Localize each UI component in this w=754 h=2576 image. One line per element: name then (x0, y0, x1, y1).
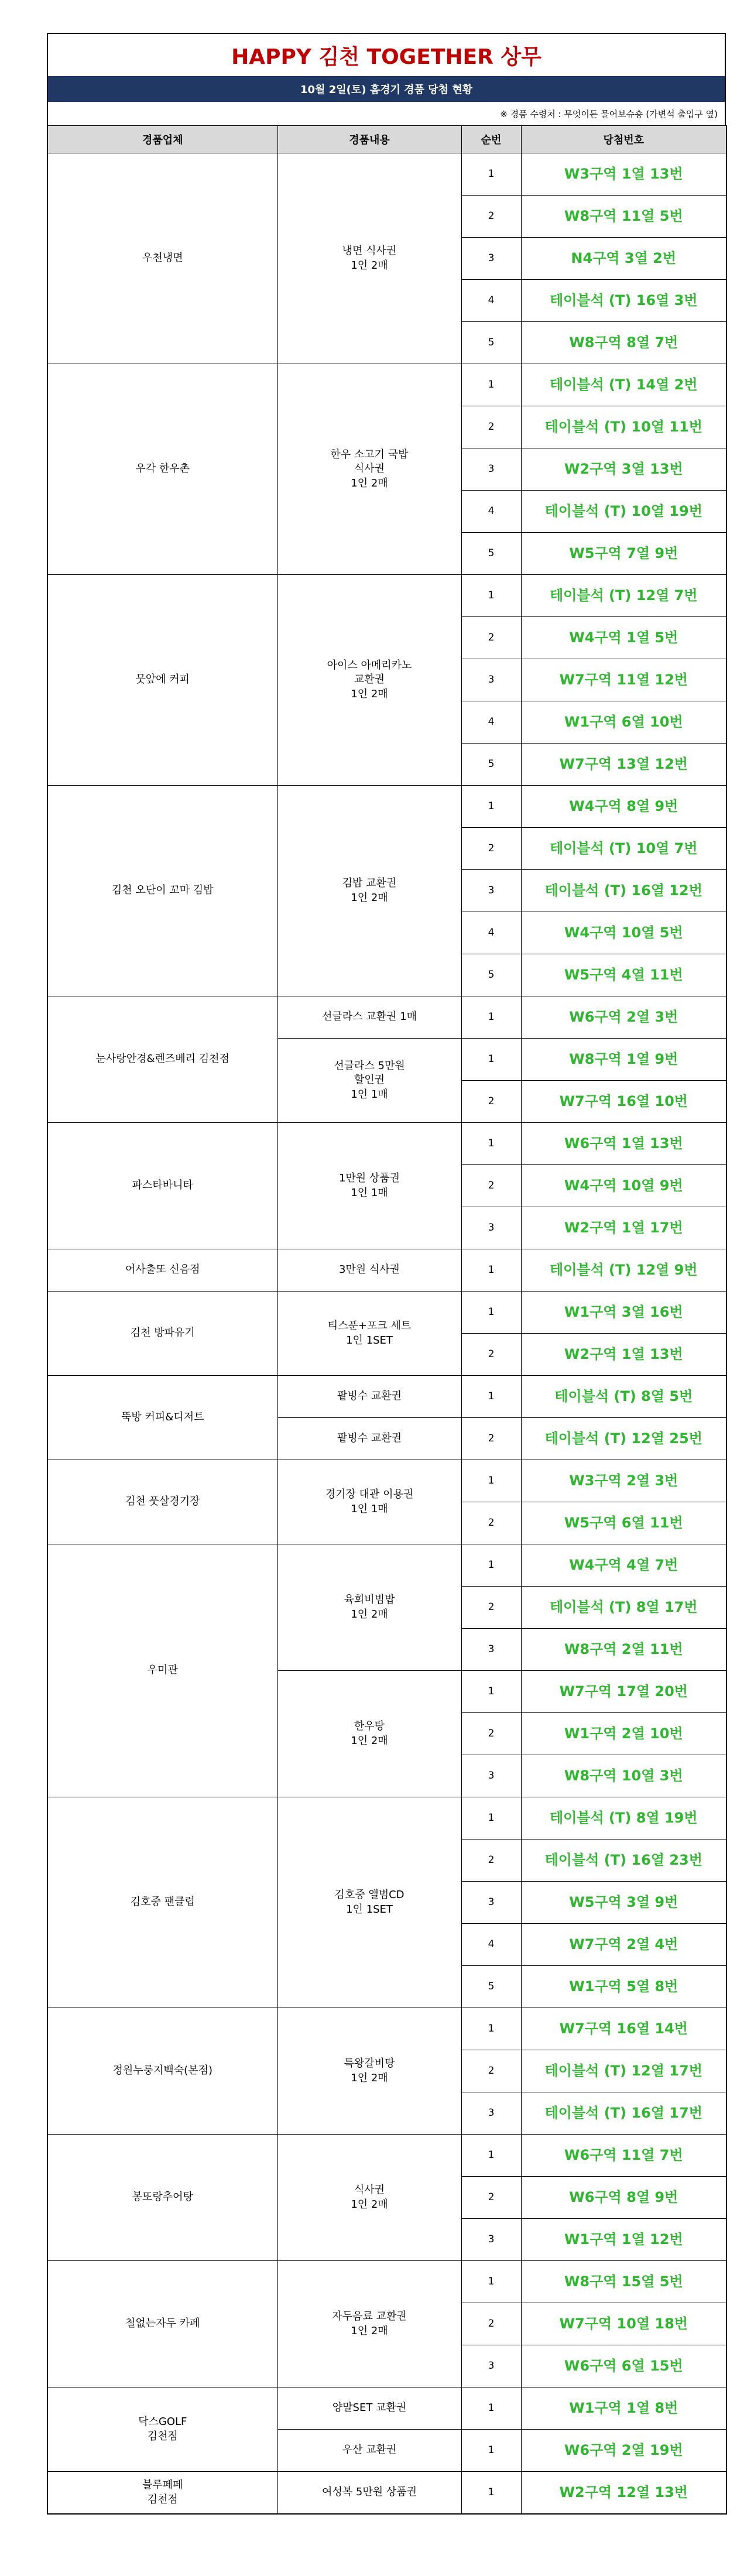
order-number: 1 (461, 1039, 521, 1081)
order-number: 1 (461, 1123, 521, 1165)
winning-seat: 테이블석 (T) 8열 19번 (521, 1797, 726, 1839)
winning-seat: W2구역 3열 13번 (521, 448, 726, 491)
winning-seat: W6구역 2열 3번 (521, 996, 726, 1039)
header-prize: 경품내용 (277, 126, 461, 153)
winning-seat: W5구역 4열 11번 (521, 954, 726, 996)
order-number: 4 (461, 912, 521, 954)
table-row (47, 996, 726, 1039)
winning-seat: W2구역 12열 13번 (521, 2472, 726, 2515)
prize-content: 팥빙수 교환권 (277, 1418, 461, 1460)
table-row (47, 364, 726, 406)
order-number: 2 (461, 196, 521, 238)
order-number: 5 (461, 954, 521, 996)
winning-seat: W1구역 2열 10번 (521, 1713, 726, 1755)
table-row (47, 153, 726, 196)
winning-seat: 테이블석 (T) 16열 17번 (521, 2092, 726, 2135)
order-number: 3 (461, 1755, 521, 1797)
prize-content: 우산 교환권 (277, 2430, 461, 2472)
order-number: 2 (461, 1713, 521, 1755)
order-number: 1 (461, 1249, 521, 1292)
order-number: 1 (461, 364, 521, 406)
company-name: 뭇앞에 커피 (47, 575, 277, 786)
winning-seat: 테이블석 (T) 12열 7번 (521, 575, 726, 617)
order-number: 1 (461, 1376, 521, 1418)
company-name: 김천 오단이 꼬마 김밥 (47, 786, 277, 996)
order-number: 1 (461, 153, 521, 196)
order-number: 4 (461, 701, 521, 744)
order-number: 4 (461, 1924, 521, 1966)
order-number: 1 (461, 575, 521, 617)
order-number: 3 (461, 238, 521, 280)
order-number: 2 (461, 1165, 521, 1207)
winning-seat: 테이블석 (T) 16열 3번 (521, 280, 726, 322)
order-number: 1 (461, 1671, 521, 1713)
prize-sheet (47, 33, 726, 2515)
prize-content: 아이스 아메리카노 교환권 1인 2매 (277, 575, 461, 786)
prize-content: 한우 소고기 국밥 식사권 1인 2매 (277, 364, 461, 575)
header-company: 경품업체 (47, 126, 277, 153)
winning-seat: W7구역 10열 18번 (521, 2303, 726, 2345)
table-row (47, 2008, 726, 2050)
table-row (47, 2261, 726, 2303)
prize-content: 자두음료 교환권 1인 2매 (277, 2261, 461, 2387)
prize-content: 3만원 식사권 (277, 1249, 461, 1292)
order-number: 1 (461, 2430, 521, 2472)
prize-content: 육회비빔밥 1인 2매 (277, 1544, 461, 1671)
table-row (47, 1797, 726, 1839)
order-number: 5 (461, 533, 521, 575)
winning-seat: W6구역 11열 7번 (521, 2135, 726, 2177)
winning-seat: 테이블석 (T) 10열 11번 (521, 406, 726, 448)
order-number: 3 (461, 659, 521, 701)
winning-seat: W5구역 6열 11번 (521, 1502, 726, 1544)
order-number: 2 (461, 406, 521, 448)
winning-seat: W1구역 5열 8번 (521, 1966, 726, 2008)
order-number: 3 (461, 1882, 521, 1924)
order-number: 2 (461, 617, 521, 659)
company-name: 눈사랑안경&렌즈베리 김천점 (47, 996, 277, 1123)
winning-seat: W1구역 1열 12번 (521, 2219, 726, 2261)
winning-seat: W7구역 13열 12번 (521, 744, 726, 786)
winning-seat: W4구역 10열 9번 (521, 1165, 726, 1207)
winners-table (47, 125, 727, 2515)
prize-content: 1만원 상품권 1인 1매 (277, 1123, 461, 1249)
company-name: 철없는자두 카페 (47, 2261, 277, 2387)
company-name: 우각 한우촌 (47, 364, 277, 575)
table-row (47, 2387, 726, 2430)
winning-seat: 테이블석 (T) 10열 19번 (521, 491, 726, 533)
winning-seat: 테이블석 (T) 12열 25번 (521, 1418, 726, 1460)
header-row (47, 126, 726, 153)
winning-seat: 테이블석 (T) 8열 17번 (521, 1587, 726, 1629)
order-number: 1 (461, 2261, 521, 2303)
winning-seat: W4구역 4열 7번 (521, 1544, 726, 1587)
table-row (47, 1376, 726, 1418)
table-row (47, 1123, 726, 1165)
table-row (47, 2472, 726, 2515)
winning-seat: W8구역 11열 5번 (521, 196, 726, 238)
prize-content: 경기장 대관 이용권 1인 1매 (277, 1460, 461, 1544)
company-name: 김호중 팬클럽 (47, 1797, 277, 2008)
prize-content: 티스푼+포크 세트 1인 1SET (277, 1292, 461, 1376)
company-name: 우미관 (47, 1544, 277, 1797)
order-number: 1 (461, 2008, 521, 2050)
page-subtitle: 10월 2일(토) 홈경기 경품 당첨 현황 (47, 76, 726, 102)
order-number: 5 (461, 744, 521, 786)
prize-content: 특왕갈비탕 1인 2매 (277, 2008, 461, 2135)
winning-seat: W8구역 15열 5번 (521, 2261, 726, 2303)
order-number: 2 (461, 1587, 521, 1629)
winning-seat: 테이블석 (T) 10열 7번 (521, 828, 726, 870)
order-number: 1 (461, 1797, 521, 1839)
winning-seat: W5구역 3열 9번 (521, 1882, 726, 1924)
table-row (47, 1249, 726, 1292)
pickup-note: ※ 경품 수령처 : 무엇이든 물어보슈숑 (가변석 출입구 옆) (47, 102, 726, 125)
winning-seat: W8구역 8열 7번 (521, 322, 726, 364)
prize-content: 팥빙수 교환권 (277, 1376, 461, 1418)
winning-seat: 테이블석 (T) 12열 17번 (521, 2050, 726, 2092)
winning-seat: W7구역 16열 10번 (521, 1081, 726, 1123)
order-number: 2 (461, 828, 521, 870)
company-name: 뚝방 커피&디저트 (47, 1376, 277, 1460)
winning-seat: W3구역 1열 13번 (521, 153, 726, 196)
order-number: 4 (461, 280, 521, 322)
winning-seat: W4구역 10열 5번 (521, 912, 726, 954)
winning-seat: W4구역 1열 5번 (521, 617, 726, 659)
table-row (47, 1292, 726, 1334)
winning-seat: W1구역 6열 10번 (521, 701, 726, 744)
table-row (47, 1460, 726, 1502)
prize-content: 양말SET 교환권 (277, 2387, 461, 2430)
order-number: 3 (461, 1207, 521, 1249)
prize-content: 김밥 교환권 1인 2매 (277, 786, 461, 996)
winning-seat: W8구역 10열 3번 (521, 1755, 726, 1797)
prize-content: 식사권 1인 2매 (277, 2135, 461, 2261)
winning-seat: W6구역 8열 9번 (521, 2177, 726, 2219)
order-number: 3 (461, 1629, 521, 1671)
order-number: 3 (461, 448, 521, 491)
prize-content: 김호중 앨범CD 1인 1SET (277, 1797, 461, 2008)
winning-seat: 테이블석 (T) 16열 23번 (521, 1839, 726, 1882)
winning-seat: W6구역 1열 13번 (521, 1123, 726, 1165)
table-row (47, 575, 726, 617)
header-winning-number: 당첨번호 (521, 126, 726, 153)
order-number: 5 (461, 322, 521, 364)
prize-content: 선글라스 교환권 1매 (277, 996, 461, 1039)
winning-seat: 테이블석 (T) 12열 9번 (521, 1249, 726, 1292)
company-name: 파스타바니타 (47, 1123, 277, 1249)
company-name: 정원누룽지백숙(본점) (47, 2008, 277, 2135)
order-number: 2 (461, 1502, 521, 1544)
table-row (47, 1544, 726, 1587)
winning-seat: W7구역 17열 20번 (521, 1671, 726, 1713)
order-number: 2 (461, 2303, 521, 2345)
order-number: 1 (461, 2135, 521, 2177)
prize-content: 여성복 5만원 상품권 (277, 2472, 461, 2515)
winning-seat: W1구역 3열 16번 (521, 1292, 726, 1334)
company-name: 우천냉면 (47, 153, 277, 364)
order-number: 4 (461, 491, 521, 533)
winning-seat: W2구역 1열 13번 (521, 1334, 726, 1376)
order-number: 3 (461, 870, 521, 912)
winning-seat: W5구역 7열 9번 (521, 533, 726, 575)
order-number: 1 (461, 786, 521, 828)
order-number: 1 (461, 1292, 521, 1334)
table-body (47, 153, 726, 2515)
winning-seat: W6구역 6열 15번 (521, 2345, 726, 2387)
company-name: 김천 풋살경기장 (47, 1460, 277, 1544)
order-number: 5 (461, 1966, 521, 2008)
order-number: 3 (461, 2092, 521, 2135)
winning-seat: W6구역 2열 19번 (521, 2430, 726, 2472)
order-number: 1 (461, 2472, 521, 2515)
prize-content: 냉면 식사권 1인 2매 (277, 153, 461, 364)
company-name: 봉또랑추어탕 (47, 2135, 277, 2261)
order-number: 1 (461, 2387, 521, 2430)
table-row (47, 786, 726, 828)
order-number: 2 (461, 2050, 521, 2092)
winning-seat: W8구역 2열 11번 (521, 1629, 726, 1671)
winning-seat: W2구역 1열 17번 (521, 1207, 726, 1249)
order-number: 2 (461, 1334, 521, 1376)
table-row (47, 2135, 726, 2177)
order-number: 2 (461, 1839, 521, 1882)
winning-seat: 테이블석 (T) 8열 5번 (521, 1376, 726, 1418)
winning-seat: W4구역 8열 9번 (521, 786, 726, 828)
winning-seat: W7구역 16열 14번 (521, 2008, 726, 2050)
winning-seat: W8구역 1열 9번 (521, 1039, 726, 1081)
company-name: 어사출또 신음점 (47, 1249, 277, 1292)
order-number: 1 (461, 1544, 521, 1587)
prize-content: 선글라스 5만원 할인권 1인 1매 (277, 1039, 461, 1123)
order-number: 2 (461, 1418, 521, 1460)
order-number: 3 (461, 2219, 521, 2261)
page-title: HAPPY 김천 TOGETHER 상무 (47, 33, 726, 76)
winning-seat: W7구역 11열 12번 (521, 659, 726, 701)
winning-seat: 테이블석 (T) 16열 12번 (521, 870, 726, 912)
header-order: 순번 (461, 126, 521, 153)
winning-seat: N4구역 3열 2번 (521, 238, 726, 280)
order-number: 1 (461, 996, 521, 1039)
order-number: 2 (461, 1081, 521, 1123)
order-number: 1 (461, 1460, 521, 1502)
winning-seat: W7구역 2열 4번 (521, 1924, 726, 1966)
winning-seat: W3구역 2열 3번 (521, 1460, 726, 1502)
company-name: 김천 방파유기 (47, 1292, 277, 1376)
prize-content: 한우탕 1인 2매 (277, 1671, 461, 1797)
winning-seat: W1구역 1열 8번 (521, 2387, 726, 2430)
company-name: 닥스GOLF 김천점 (47, 2387, 277, 2472)
order-number: 2 (461, 2177, 521, 2219)
order-number: 3 (461, 2345, 521, 2387)
winning-seat: 테이블석 (T) 14열 2번 (521, 364, 726, 406)
company-name: 블루페페 김천점 (47, 2472, 277, 2515)
